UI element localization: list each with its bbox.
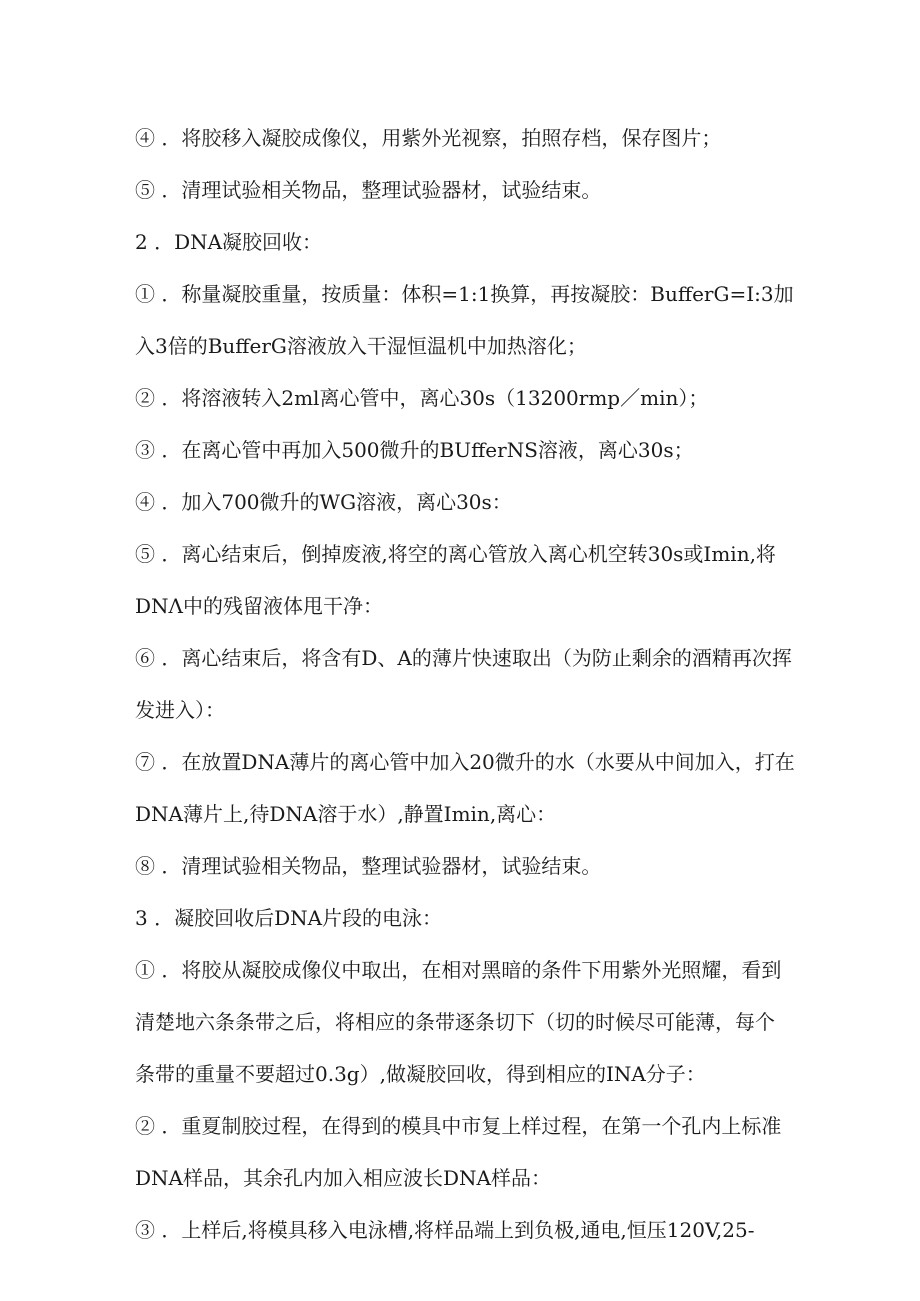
- text-line: DNΛ中的残留液体甩干净：: [135, 593, 383, 618]
- text-line: ④ ．加入700微升的WG溶液，离心30s：: [135, 489, 512, 514]
- text-line: ③ ．上样后,将模具移入电泳槽,将样品端上到负极,通电,恒压120V,25-: [135, 1217, 755, 1242]
- text-line: DNA薄片上,待DNA溶于水）,静置Imin,离心：: [135, 801, 557, 826]
- text-line: 入3倍的BufferG溶液放入干湿恒温机中加热溶化；: [135, 333, 587, 358]
- text-line: ⑦ ．在放置DNA薄片的离心管中加入20微升的水（水要从中间加入，打在: [135, 749, 795, 774]
- text-line: ① ．称量凝胶重量，按质量：体积=1:1换算，再按凝胶：BufferG=I:3加: [135, 281, 794, 306]
- text-line: ③ ．在离心管中再加入500微升的BUfferNS溶液，离心30s；: [135, 437, 694, 462]
- text-line: 发进入）：: [135, 697, 225, 722]
- text-line: ④ ．将胶移入凝胶成像仪，用紫外光视察，拍照存档，保存图片；: [135, 125, 722, 150]
- text-line: ⑤ ．清理试验相关物品，整理试验器材，试验结束。: [135, 177, 602, 202]
- text-line: 清楚地六条条带之后，将相应的条带逐条切下（切的时候尽可能薄，每个: [135, 1009, 775, 1034]
- section-heading: 3 ．凝胶回收后DNA片段的电泳：: [135, 905, 443, 930]
- text-line: ② ．将溶液转入2ml离心管中，离心30s（13200rmp／min）；: [135, 385, 709, 410]
- document-body: [135, 112, 795, 1256]
- text-line: DNA样品，其余孔内加入相应波长DNA样品：: [135, 1165, 551, 1190]
- text-line: ① ．将胶从凝胶成像仪中取出，在相对黑暗的条件下用紫外光照耀，看到: [135, 957, 782, 982]
- text-line: ⑥ ．离心结束后，将含有D、A的薄片快速取出（为防止剩余的酒精再次挥: [135, 645, 792, 670]
- text-line: 条带的重量不要超过0.3g）,做凝胶回收，得到相应的INA分子：: [135, 1061, 706, 1086]
- text-line: ⑧ ．清理试验相关物品，整理试验器材，试验结束。: [135, 853, 602, 878]
- text-line: ② ．重夏制胶过程，在得到的模具中市复上样过程，在第一个孔内上标准: [135, 1113, 782, 1138]
- text-line: ⑤ ．离心结束后，倒掉废液,将空的离心管放入离心机空转30s或Imin,将: [135, 541, 776, 566]
- section-heading: 2 ．DNA凝胶回收：: [135, 229, 323, 254]
